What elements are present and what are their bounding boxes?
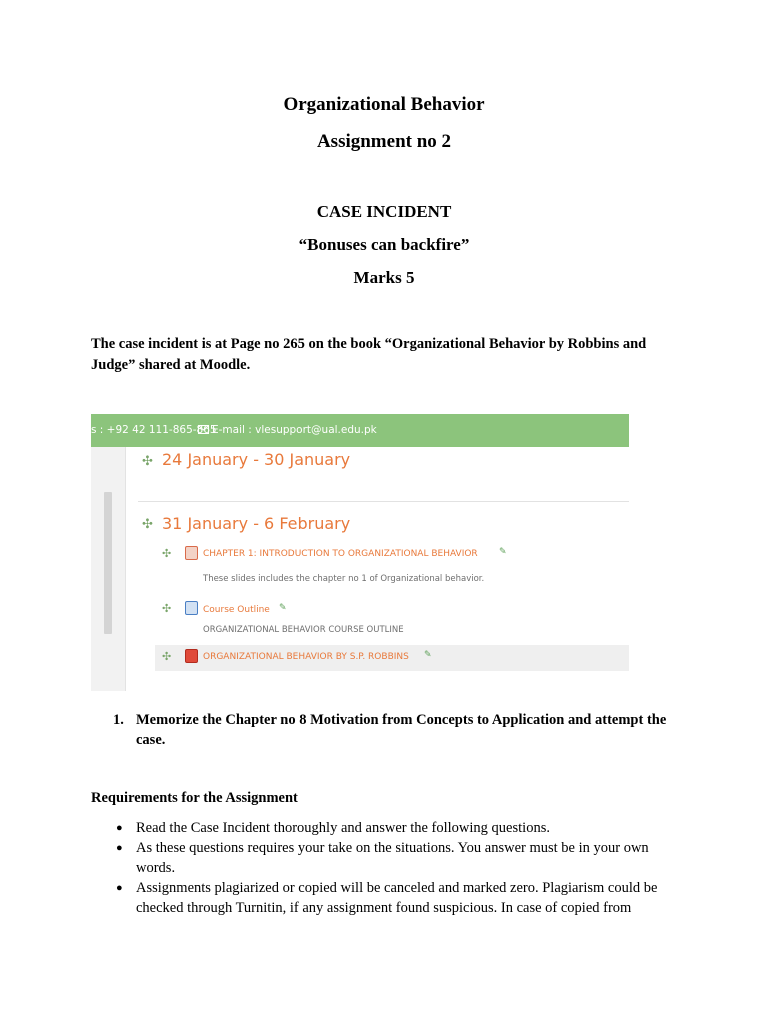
document-title: Organizational Behavior bbox=[283, 94, 485, 115]
requirement-item: Read the Case Incident thoroughly and answer the following questions. bbox=[136, 820, 550, 836]
move-icon[interactable]: ✣ bbox=[162, 547, 172, 560]
divider bbox=[125, 447, 126, 691]
week-heading[interactable]: 24 January - 30 January bbox=[162, 450, 351, 469]
document-icon bbox=[185, 601, 198, 615]
move-icon[interactable]: ✣ bbox=[162, 650, 172, 663]
resource-link[interactable]: CHAPTER 1: INTRODUCTION TO ORGANIZATIONAL BEHAVIOR bbox=[203, 549, 478, 559]
edit-icon[interactable]: ✎ bbox=[279, 603, 287, 613]
moodle-contact-bar bbox=[91, 414, 629, 447]
case-name: “Bonuses can backfire” bbox=[298, 235, 470, 254]
scrollbar[interactable] bbox=[91, 447, 125, 691]
intro-paragraph: The case incident is at Page no 265 on the book “Organizational Behavior by Robbins and Judge” shared at Moodle. bbox=[91, 336, 647, 373]
resource-description: ORGANIZATIONAL BEHAVIOR COURSE OUTLINE bbox=[203, 625, 404, 635]
pdf-icon bbox=[185, 649, 198, 663]
move-icon[interactable]: ✣ bbox=[162, 602, 172, 615]
bullet-icon: ● bbox=[116, 882, 123, 894]
contact-phone: s : +92 42 111-865-865 bbox=[91, 424, 217, 436]
resource-link[interactable]: ORGANIZATIONAL BEHAVIOR BY S.P. ROBBINS bbox=[203, 652, 409, 662]
mail-icon bbox=[198, 414, 209, 447]
resource-description: These slides includes the chapter no 1 of Organizational behavior. bbox=[203, 574, 485, 584]
scrollbar-thumb[interactable] bbox=[104, 492, 112, 634]
marks-label: Marks 5 bbox=[353, 268, 415, 287]
move-icon[interactable]: ✣ bbox=[142, 454, 153, 469]
requirement-item: Assignments plagiarized or copied will be canceled and marked zero. Plagiarism could be checked through Turnitin, if any assignment found suspicious. In case of copied from bbox=[136, 880, 658, 916]
bullet-icon: ● bbox=[116, 842, 123, 854]
slides-icon bbox=[185, 546, 198, 560]
resource-link[interactable]: Course Outline bbox=[203, 605, 270, 615]
edit-icon[interactable]: ✎ bbox=[499, 547, 507, 557]
contact-email: E-mail : vlesupport@ual.edu.pk bbox=[212, 424, 377, 436]
numbered-instruction: Memorize the Chapter no 8 Motivation from Concepts to Application and attempt the case. bbox=[136, 712, 667, 748]
case-heading: CASE INCIDENT bbox=[316, 202, 452, 221]
requirement-item: As these questions requires your take on the situations. You answer must be in your own words. bbox=[136, 840, 649, 876]
assignment-number: Assignment no 2 bbox=[316, 131, 452, 152]
week-heading[interactable]: 31 January - 6 February bbox=[162, 514, 351, 533]
move-icon[interactable]: ✣ bbox=[142, 517, 153, 532]
divider bbox=[138, 501, 629, 502]
list-number: 1. bbox=[113, 712, 124, 728]
requirements-heading: Requirements for the Assignment bbox=[91, 790, 298, 806]
edit-icon[interactable]: ✎ bbox=[424, 650, 432, 660]
moodle-screenshot bbox=[91, 414, 629, 691]
bullet-icon: ● bbox=[116, 822, 123, 834]
